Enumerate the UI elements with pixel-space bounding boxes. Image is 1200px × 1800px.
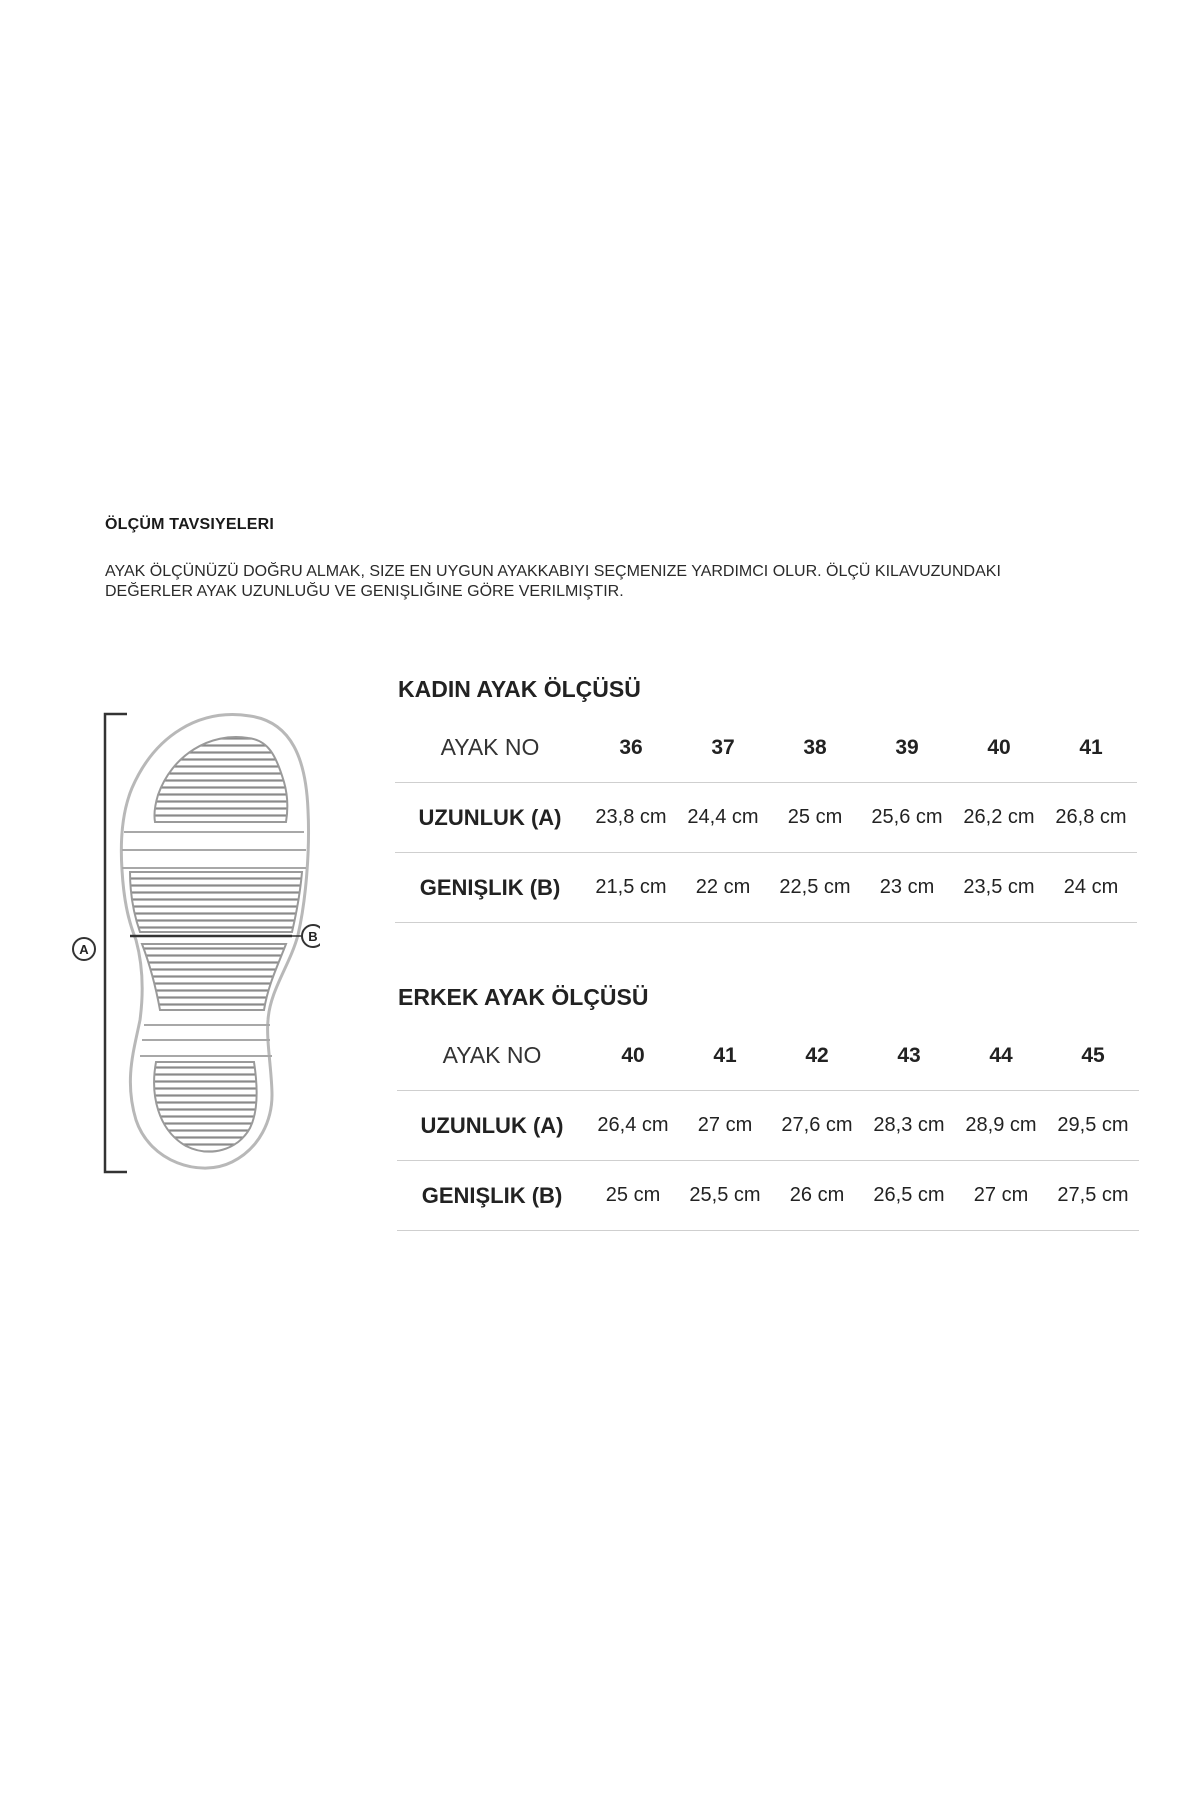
marker-a-label: A	[79, 942, 89, 957]
men-size-table	[397, 1021, 1139, 1231]
size-header-label: AYAK NO	[397, 1021, 587, 1091]
women-size-table	[395, 713, 1137, 923]
size-number: 37	[677, 713, 769, 783]
length-value: 26,4 cm	[587, 1091, 679, 1161]
marker-b	[302, 925, 320, 947]
table-row	[397, 1161, 1139, 1231]
size-number: 41	[1045, 713, 1137, 783]
intro-text	[105, 562, 1145, 602]
width-value: 23,5 cm	[953, 853, 1045, 923]
length-bracket	[105, 714, 127, 1172]
midfoot-pad	[130, 872, 302, 932]
table-row	[395, 783, 1137, 853]
size-number: 42	[771, 1021, 863, 1091]
width-value: 27,5 cm	[1047, 1161, 1139, 1231]
length-label: UZUNLUK (A)	[397, 1091, 587, 1161]
shoe-sole-diagram-icon	[60, 700, 320, 1180]
length-value: 24,4 cm	[677, 783, 769, 853]
length-value: 23,8 cm	[585, 783, 677, 853]
width-label: GENIŞLIK (B)	[397, 1161, 587, 1231]
width-value: 22,5 cm	[769, 853, 861, 923]
intro-line-2: DEĞERLER AYAK UZUNLUĞU VE GENIŞLIĞINE GÖRE VERILMIŞTIR.	[105, 583, 624, 600]
size-number: 38	[769, 713, 861, 783]
table-row	[397, 1091, 1139, 1161]
page-heading: ÖLÇÜM TAVSIYELERI	[105, 516, 275, 533]
width-value: 22 cm	[677, 853, 769, 923]
width-value: 25 cm	[587, 1161, 679, 1231]
length-value: 26,8 cm	[1045, 783, 1137, 853]
length-value: 28,3 cm	[863, 1091, 955, 1161]
width-value: 26,5 cm	[863, 1161, 955, 1231]
size-number: 41	[679, 1021, 771, 1091]
arch-pad	[142, 944, 286, 1010]
length-value: 26,2 cm	[953, 783, 1045, 853]
size-number: 43	[863, 1021, 955, 1091]
width-value: 24 cm	[1045, 853, 1137, 923]
width-value: 27 cm	[955, 1161, 1047, 1231]
width-value: 25,5 cm	[679, 1161, 771, 1231]
intro-line-1: AYAK ÖLÇÜNÜZÜ DOĞRU ALMAK, SIZE EN UYGUN AYAKKABIYI SEÇMENIZE YARDIMCI OLUR. ÖLÇÜ KILAVUZUNDAKI	[105, 563, 1001, 580]
men-size-title: ERKEK AYAK ÖLÇÜSÜ	[398, 984, 649, 1010]
table-row	[395, 853, 1137, 923]
size-number: 45	[1047, 1021, 1139, 1091]
size-number: 44	[955, 1021, 1047, 1091]
length-value: 28,9 cm	[955, 1091, 1047, 1161]
length-label: UZUNLUK (A)	[395, 783, 585, 853]
size-number: 40	[587, 1021, 679, 1091]
size-header-label: AYAK NO	[395, 713, 585, 783]
width-label: GENIŞLIK (B)	[395, 853, 585, 923]
length-value: 25,6 cm	[861, 783, 953, 853]
women-size-title: KADIN AYAK ÖLÇÜSÜ	[398, 676, 641, 702]
marker-b-label: B	[308, 929, 318, 944]
width-value: 26 cm	[771, 1161, 863, 1231]
width-value: 21,5 cm	[585, 853, 677, 923]
size-number: 36	[585, 713, 677, 783]
length-value: 27,6 cm	[771, 1091, 863, 1161]
size-number: 40	[953, 713, 1045, 783]
size-number: 39	[861, 713, 953, 783]
marker-a	[73, 938, 95, 960]
length-value: 25 cm	[769, 783, 861, 853]
length-value: 29,5 cm	[1047, 1091, 1139, 1161]
table-row	[395, 713, 1137, 783]
table-row	[397, 1021, 1139, 1091]
width-value: 23 cm	[861, 853, 953, 923]
length-value: 27 cm	[679, 1091, 771, 1161]
